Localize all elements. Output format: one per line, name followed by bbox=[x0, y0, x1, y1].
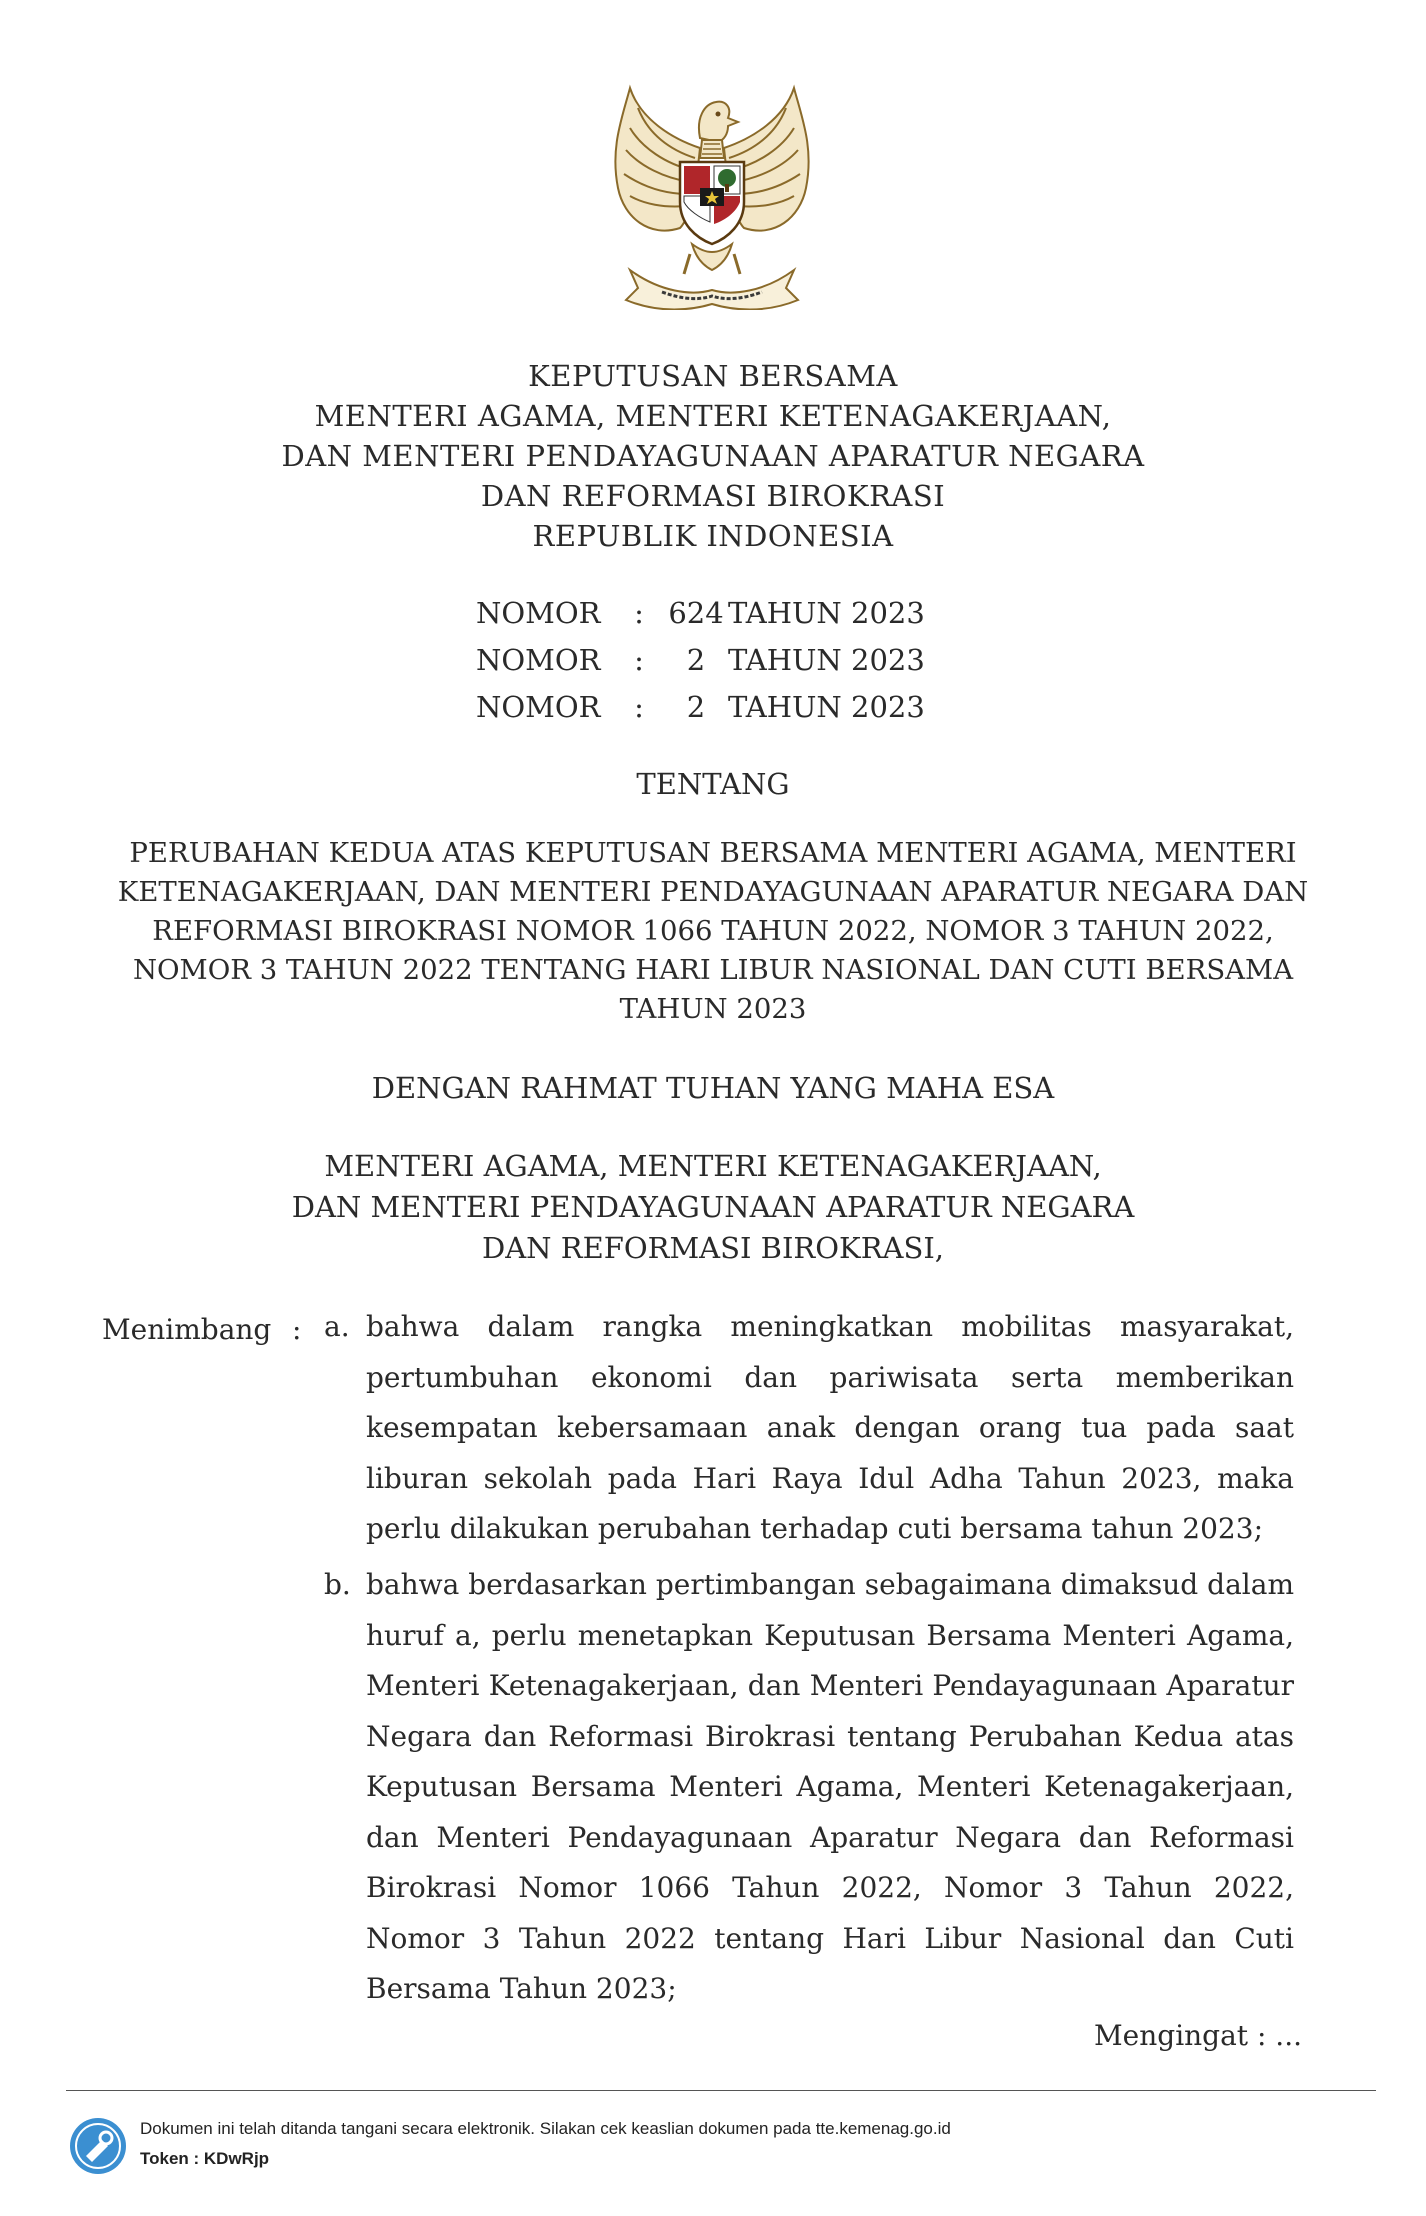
minister-line: DAN REFORMASI BIROKRASI, bbox=[481, 1231, 945, 1265]
subject-line: REFORMASI BIROKRASI NOMOR 1066 TAHUN 2022, NOMOR 3 TAHUN 2022, bbox=[152, 915, 1274, 947]
nomor-year: TAHUN 2023 bbox=[728, 690, 925, 724]
subject-line: KETENAGAKERJAAN, DAN MENTERI PENDAYAGUNAAN APARATUR NEGARA DAN bbox=[117, 876, 1309, 908]
clause-text: bahwa berdasarkan pertimbangan sebagaimana dimaksud dalam huruf a, perlu menetapkan Keputusan Bersama Menteri Agama, Menteri Ketenagakerjaan, dan Menteri Pendayagunaan Aparatur Negara dan Reformasi Birokrasi tentang Perubahan Kedua atas Keputusan Bersama Menteri Agama, Menteri Ketenagakerjaan, dan Menteri Pendayagunaan Aparatur Negara dan Reformasi Birokrasi Nomor 1066 Tahun 2022, Nomor 3 Tahun 2022, Nomor 3 Tahun 2022 tentang Hari Libur Nasional dan Cuti Bersama Tahun 2023; bbox=[366, 1568, 1294, 2005]
nomor-row bbox=[476, 590, 928, 637]
title-line: MENTERI AGAMA, MENTERI KETENAGAKERJAAN, bbox=[314, 399, 1112, 433]
subject-line: PERUBAHAN KEDUA ATAS KEPUTUSAN BERSAMA MENTERI AGAMA, MENTERI bbox=[129, 837, 1297, 869]
nomor-colon: : bbox=[634, 690, 644, 724]
subject-line: TAHUN 2023 bbox=[619, 993, 807, 1025]
nomor-number: 2 bbox=[686, 690, 706, 724]
decree-subject bbox=[0, 834, 1426, 1029]
electronic-signature-seal-icon bbox=[68, 2116, 128, 2176]
nomor-number: 624 bbox=[668, 596, 724, 630]
title-line: DAN MENTERI PENDAYAGUNAAN APARATUR NEGARA bbox=[281, 439, 1145, 473]
nomor-colon: : bbox=[634, 596, 644, 630]
nomor-row bbox=[476, 637, 928, 684]
signature-token: Token : KDwRjp bbox=[140, 2149, 270, 2168]
decree-title bbox=[0, 356, 1426, 556]
minister-line: MENTERI AGAMA, MENTERI KETENAGAKERJAAN, bbox=[324, 1149, 1102, 1183]
nomor-label: NOMOR bbox=[476, 643, 601, 677]
nomor-colon: : bbox=[634, 643, 644, 677]
footer-divider bbox=[66, 2090, 1376, 2091]
nomor-label: NOMOR bbox=[476, 690, 601, 724]
clause-marker: a. bbox=[324, 1310, 350, 1343]
menimbang-label: Menimbang bbox=[102, 1313, 272, 1346]
title-line: KEPUTUSAN BERSAMA bbox=[528, 359, 898, 393]
title-line: DAN REFORMASI BIROKRASI bbox=[480, 479, 946, 513]
signature-notice: Dokumen ini telah ditanda tangani secara elektronik. Silakan cek keaslian dokumen pada tte.kemenag.go.id bbox=[140, 2119, 951, 2138]
nomor-year: TAHUN 2023 bbox=[728, 643, 925, 677]
subject-line: NOMOR 3 TAHUN 2022 TENTANG HARI LIBUR NASIONAL DAN CUTI BERSAMA bbox=[132, 954, 1294, 986]
issuing-ministers bbox=[0, 1146, 1426, 1269]
rahmat-heading: DENGAN RAHMAT TUHAN YANG MAHA ESA bbox=[371, 1071, 1055, 1105]
clause-text: bahwa dalam rangka meningkatkan mobilitas masyarakat, pertumbuhan ekonomi dan pariwisata serta memberikan kesempatan kebersamaan anak dengan orang tua pada saat liburan sekolah pada Hari Raya Idul Adha Tahun 2023, maka perlu dilakukan perubahan terhadap cuti bersama tahun 2023; bbox=[366, 1310, 1294, 1545]
nomor-number: 2 bbox=[686, 643, 706, 677]
tentang-heading: TENTANG bbox=[636, 767, 790, 801]
garuda-pancasila-emblem bbox=[600, 78, 824, 310]
decree-numbers bbox=[476, 590, 928, 731]
menimbang-colon: : bbox=[292, 1313, 302, 1346]
nomor-label: NOMOR bbox=[476, 596, 601, 630]
nomor-year: TAHUN 2023 bbox=[728, 596, 925, 630]
clause-marker: b. bbox=[324, 1568, 351, 1601]
page-continuation: Mengingat : ... bbox=[1094, 2019, 1302, 2052]
nomor-row bbox=[476, 684, 928, 731]
footer-notice bbox=[140, 2114, 951, 2174]
title-line: REPUBLIK INDONESIA bbox=[532, 519, 894, 553]
minister-line: DAN MENTERI PENDAYAGUNAAN APARATUR NEGARA bbox=[291, 1190, 1135, 1224]
